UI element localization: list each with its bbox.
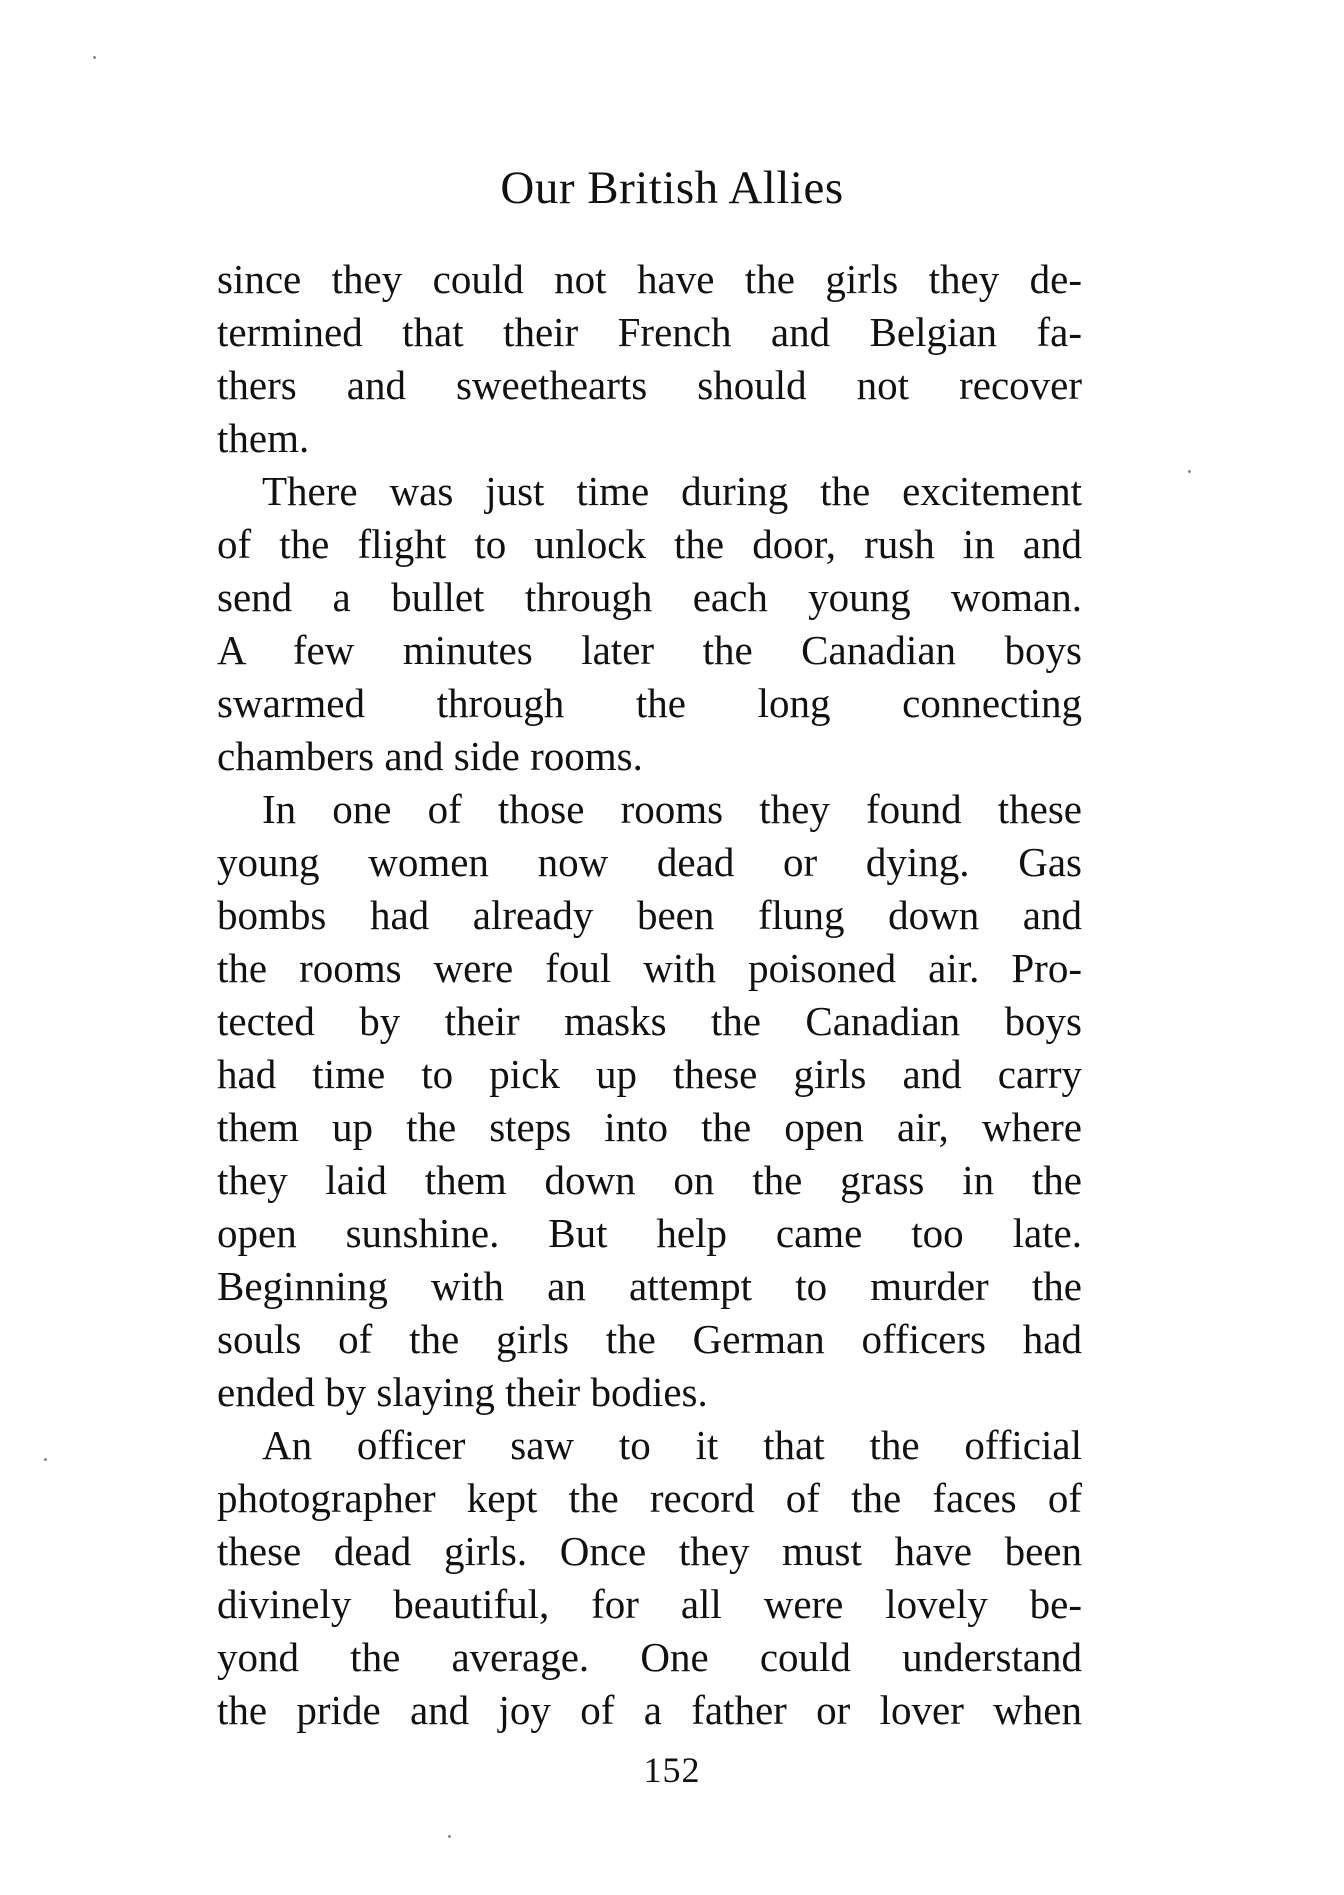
paragraph-4 <box>217 1419 1082 1737</box>
text-line: yond the average. One could understand <box>217 1634 1082 1680</box>
text-line: them up the steps into the open air, where <box>217 1104 1082 1150</box>
text-line: had time to pick up these girls and carry <box>217 1051 1082 1097</box>
text-line: since they could not have the girls they de- <box>217 256 1082 302</box>
text-line: termined that their French and Belgian fa- <box>217 309 1082 355</box>
text-line: photographer kept the record of the faces of <box>217 1475 1082 1521</box>
text-line: In one of those rooms they found these <box>262 786 1082 832</box>
page-number: 152 <box>643 1750 701 1790</box>
scan-speck <box>448 1835 451 1838</box>
text-line: tected by their masks the Canadian boys <box>217 998 1082 1044</box>
text-line: open sunshine. But help came too late. <box>217 1210 1082 1256</box>
text-line: the pride and joy of a father or lover when <box>217 1687 1082 1733</box>
scan-speck <box>93 56 96 59</box>
text-line: An officer saw to it that the official <box>262 1422 1082 1468</box>
text-line: send a bullet through each young woman. <box>217 574 1082 620</box>
text-line: souls of the girls the German officers had <box>217 1316 1082 1362</box>
text-line: young women now dead or dying. Gas <box>217 839 1082 885</box>
text-line: A few minutes later the Canadian boys <box>217 627 1082 673</box>
text-line: them. <box>217 415 310 461</box>
text-line: divinely beautiful, for all were lovely be- <box>217 1581 1082 1627</box>
paragraph-3 <box>217 783 1082 1419</box>
text-line: ended by slaying their bodies. <box>217 1369 708 1415</box>
body-text <box>217 253 1082 1737</box>
text-line: the rooms were foul with poisoned air. Pro- <box>217 945 1082 991</box>
paragraph-1 <box>217 253 1082 465</box>
text-line: these dead girls. Once they must have been <box>217 1528 1082 1574</box>
running-head: Our British Allies <box>500 162 844 214</box>
text-line: thers and sweethearts should not recover <box>217 362 1082 408</box>
text-line: bombs had already been flung down and <box>217 892 1082 938</box>
text-line: swarmed through the long connecting <box>217 680 1082 726</box>
text-line: There was just time during the excitement <box>262 468 1082 514</box>
text-line: Beginning with an attempt to murder the <box>217 1263 1082 1309</box>
paragraph-2 <box>217 465 1082 783</box>
scan-speck <box>44 1458 47 1461</box>
text-line: they laid them down on the grass in the <box>217 1157 1082 1203</box>
text-line: of the flight to unlock the door, rush in and <box>217 521 1082 567</box>
scan-speck <box>1188 470 1191 473</box>
text-line: chambers and side rooms. <box>217 733 643 779</box>
